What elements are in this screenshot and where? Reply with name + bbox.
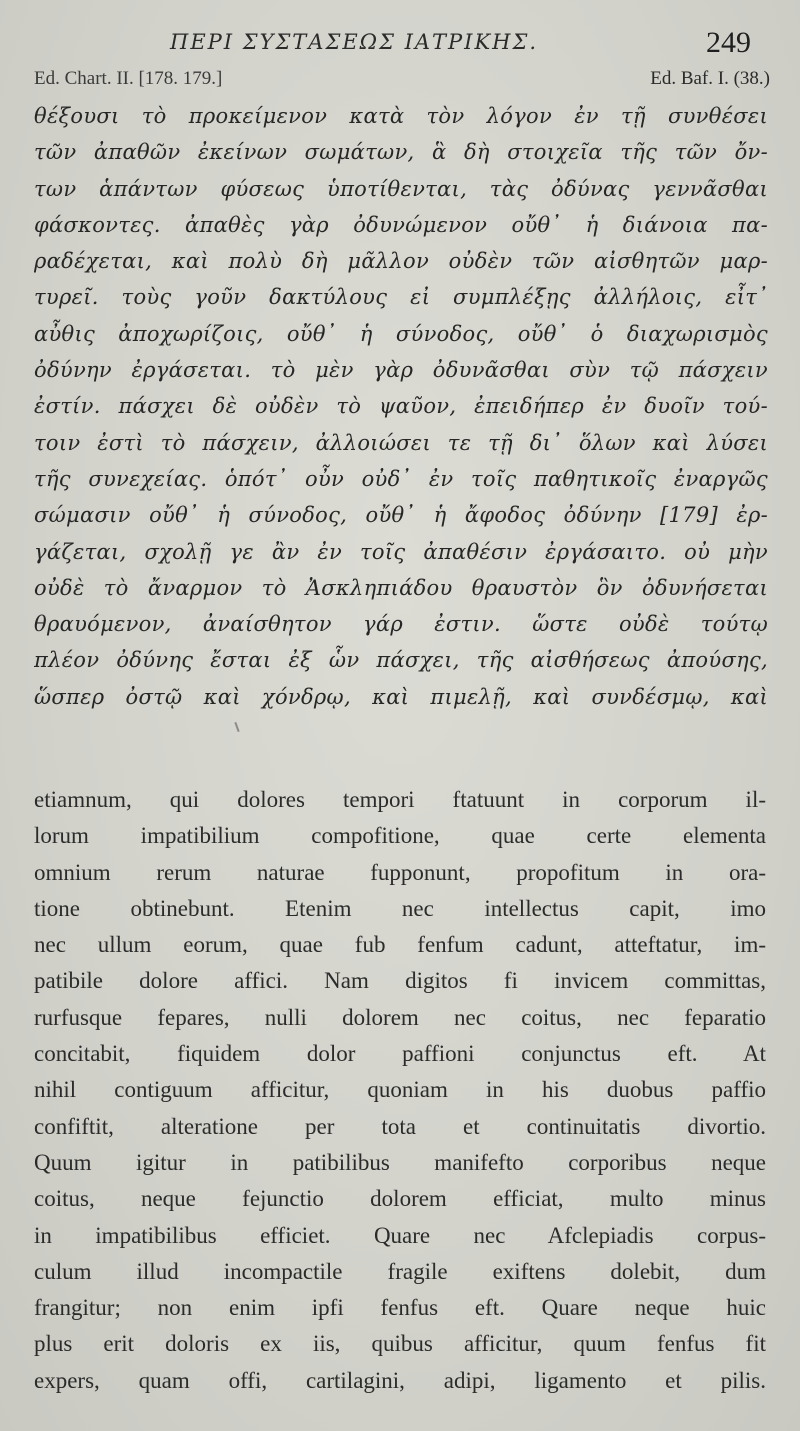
latin-line: patibile dolore affici. Nam digitos fi invicem committas, (34, 968, 766, 994)
latin-line: nec ullum eorum, quae fub fenfum cadunt, atteftatur, im- (34, 932, 766, 958)
latin-line: Quum igitur in patibilibus manifefto corporibus neque (34, 1149, 766, 1175)
greek-line: φάσκοντες. ἀπαθὲς γὰρ ὀδυνώμενον οὔθ᾽ ἡ διάνοια πα- (34, 212, 768, 237)
latin-line: expers, quam offi, cartilagini, adipi, ligamento et pilis. (34, 1367, 766, 1393)
greek-line: θέξουσι τὸ προκείμενον κατὰ τὸν λόγον ἐν τῇ συνθέσει (34, 104, 768, 128)
latin-line: lorum impatibilium compofitione, quae certe elementa (34, 823, 766, 849)
greek-line: ἐστίν. πάσχει δὲ οὐδὲν τὸ ψαῦον, ἐπειδήπερ ἐν δυοῖν τού- (34, 394, 768, 419)
latin-line: in impatibilibus efficiet. Quare nec Afclepiadis corpus- (34, 1222, 766, 1248)
page-number: 249 (706, 26, 751, 59)
latin-line: confiftit, alteratione per tota et continuitatis divortio. (34, 1113, 766, 1139)
greek-line: θραυόμενον, ἀναίσθητον γάρ ἐστιν. ὥστε οὐδὲ τούτῳ (34, 612, 768, 637)
greek-line: ὀδύνην ἐργάσεται. τὸ μὲν γὰρ ὀδυνᾶσθαι σὺν τῷ πάσχειν (34, 358, 768, 383)
latin-line: omnium rerum naturae fupponunt, propofitum in ora- (34, 859, 766, 885)
greek-line: οὐδὲ τὸ ἄναρμον τὸ Ἀσκληπιάδου θραυστὸν ὃν ὀδυνήσεται (34, 575, 768, 600)
edition-ref-basel: Ed. Baf. I. (38.) (650, 68, 770, 89)
greek-line: τῶν ἀπαθῶν ἐκείνων σωμάτων, ἃ δὴ στοιχεῖα τῆς τῶν ὄν- (34, 140, 768, 165)
latin-line: nihil contiguum afficitur, quoniam in his duobus paffio (34, 1077, 766, 1103)
greek-line: σώμασιν οὔθ᾽ ἡ σύνοδος, οὔθ᾽ ἡ ἄφοδος ὀδύνην [179] ἐρ- (34, 503, 768, 528)
greek-text-block (34, 98, 768, 715)
latin-line: tione obtinebunt. Etenim nec intellectus capit, imo (34, 895, 766, 921)
greek-line: αὖθις ἀποχωρίζοις, οὔθ᾽ ἡ σύνοδος, οὔθ᾽ ὁ διαχωρισμὸς (34, 321, 768, 346)
latin-line: coitus, neque fejunctio dolorem efficiat, multo minus (34, 1186, 766, 1212)
latin-line: etiamnum, qui dolores tempori ftatuunt in corporum il- (34, 787, 766, 812)
running-title: ΠΕΡΙ ΣΥΣΤΑΣΕΩΣ ΙΑΤΡΙΚΗΣ. (170, 30, 539, 54)
latin-line: culum illud incompactile fragile exiftens dolebit, dum (34, 1258, 766, 1284)
greek-line: γάζεται, σχολῇ γε ἂν ἐν τοῖς ἀπαθέσιν ἐργάσαιτο. οὐ μὴν (34, 539, 768, 564)
greek-line: τῆς συνεχείας. ὁπότ᾽ οὖν οὐδ᾽ ἐν τοῖς παθητικοῖς ἐναργῶς (34, 466, 768, 491)
greek-line: ραδέχεται, καὶ πολὺ δὴ μᾶλλον οὐδὲν τῶν αἰσθητῶν μαρ- (34, 249, 768, 274)
latin-line: rurfusque fepares, nulli dolorem nec coitus, nec feparatio (34, 1004, 766, 1030)
greek-line: τοιν ἐστὶ τὸ πάσχειν, ἀλλοιώσει τε τῇ δι᾽ ὅλων καὶ λύσει (34, 430, 768, 455)
page-header (0, 26, 800, 66)
edition-ref-chartier: Ed. Chart. II. [178. 179.] (34, 68, 223, 89)
greek-line: πλέον ὀδύνης ἔσται ἐξ ὧν πάσχει, τῆς αἰσθήσεως ἀπούσης, (34, 648, 768, 673)
latin-line: frangitur; non enim ipfi fenfus eft. Quare neque huic (34, 1295, 766, 1321)
latin-line: plus erit doloris ex iis, quibus afficitur, quum fenfus fit (34, 1331, 766, 1357)
greek-line: των ἁπάντων φύσεως ὑποτίθενται, τὰς ὀδύνας γεννᾶσθαι (34, 176, 768, 201)
ink-speck (234, 722, 239, 732)
latin-line: concitabit, fiquidem dolor paffioni conjunctus eft. At (34, 1041, 766, 1067)
edition-references (34, 68, 770, 96)
greek-line: τυρεῖ. τοὺς γοῦν δακτύλους εἰ συμπλέξῃς ἀλλήλοις, εἶτ᾽ (34, 285, 768, 310)
greek-line: ὥσπερ ὀστῷ καὶ χόνδρῳ, καὶ πιμελῇ, καὶ συνδέσμῳ, καὶ (34, 684, 768, 709)
latin-text-block (34, 782, 766, 1399)
